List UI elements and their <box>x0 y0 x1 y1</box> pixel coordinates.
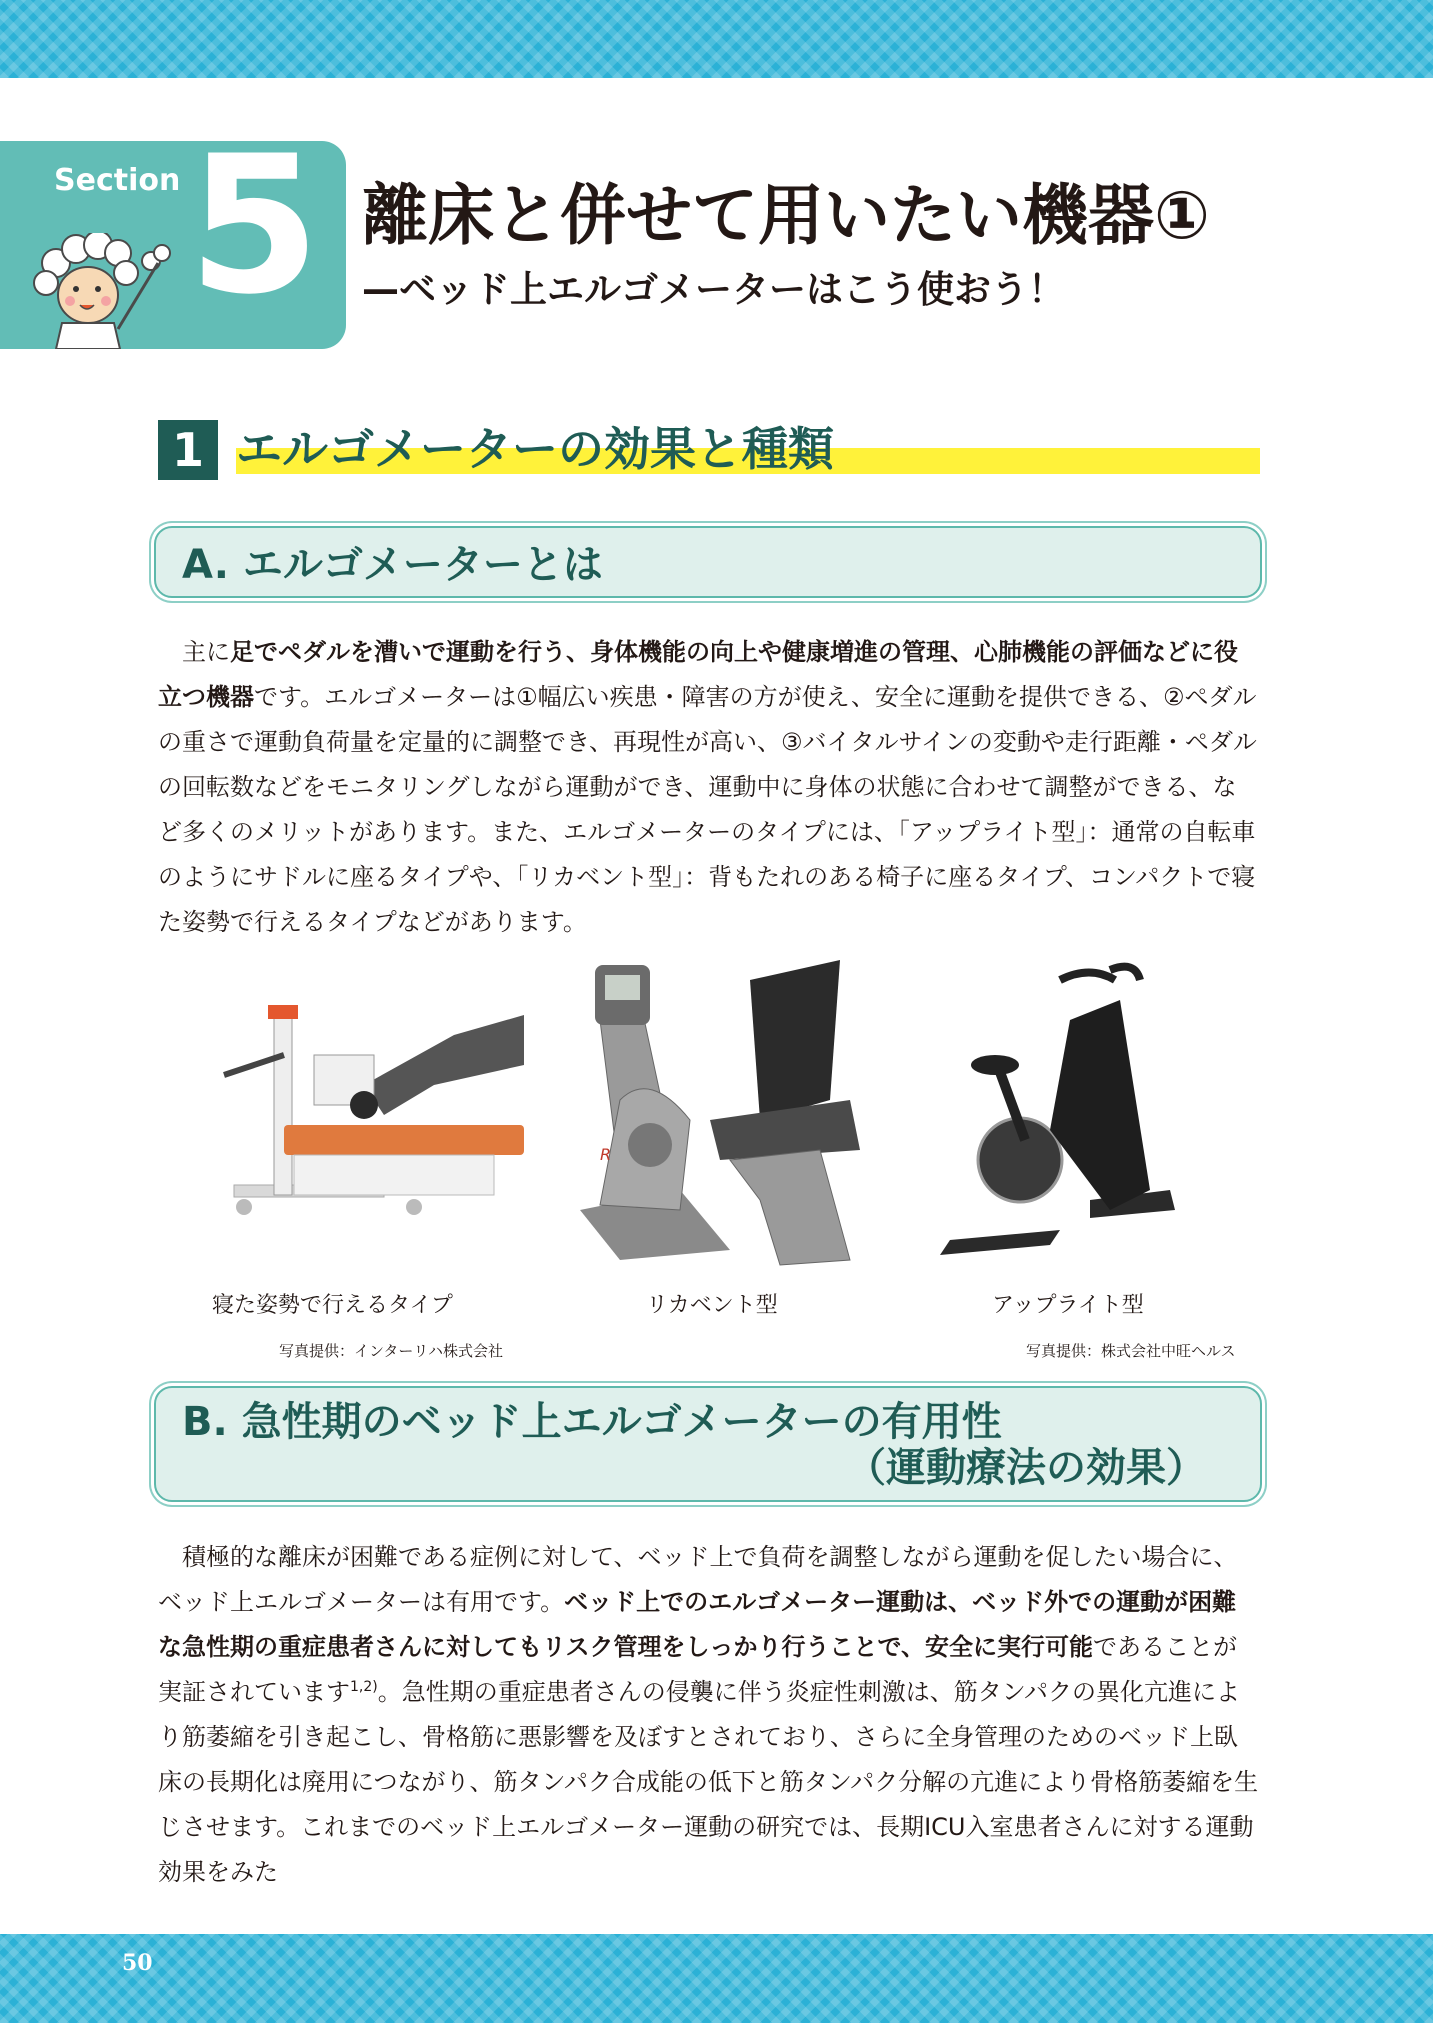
paragraph-b <box>158 1535 1260 1895</box>
paragraph-b-lead: 積極的な離床が困難である症例に対して、ベッド上で負荷を調整しながら運動を促したい場合に、ベッド上エルゴメーターは有用です。 <box>158 1543 1238 1616</box>
sheep-doctor-mascot-icon <box>26 233 176 349</box>
figure-caption-lying: 寝た姿勢で行えるタイプ <box>212 1293 453 1318</box>
paragraph-b-bold: ベッド上でのエルゴメーター運動は、ベッド外での運動が困難な急性期の重症患者さんに対してもリスク管理をしっかり行うことで、安全に実行可能 <box>158 1588 1237 1661</box>
photo-credit-chuou: 写真提供：株式会社中旺ヘルス <box>1026 1342 1236 1360</box>
section-number: 5 <box>188 141 321 336</box>
svg-text:R: R <box>600 1145 612 1164</box>
subheading-b-line1: B. 急性期のベッド上エルゴメーターの有用性 <box>182 1399 1002 1445</box>
section-tab <box>0 141 346 349</box>
reference-superscript: 1,2) <box>350 1679 378 1695</box>
section-label: Section <box>54 163 181 198</box>
figure-caption-upright: アップライト型 <box>992 1293 1144 1318</box>
page-number: 50 <box>122 1950 153 1976</box>
lying-ergometer-photo <box>214 975 524 1245</box>
subheading-box-a <box>154 526 1262 598</box>
figure-caption-recumbent: リカベント型 <box>646 1293 778 1318</box>
paragraph-a-lead: 主に <box>182 638 230 666</box>
recumbent-ergometer-photo <box>560 960 870 1270</box>
subheading-a-text: A. エルゴメーターとは <box>182 542 603 588</box>
paragraph-a-bold: 足でペダルを漕いで運動を行う、身体機能の向上や健康増進の管理、心肺機能の評価などに役立つ機器 <box>158 638 1238 711</box>
paragraph-a-rest: です。エルゴメーターは①幅広い疾患・障害の方が使え、安全に運動を提供できる、②ペダルの重さで運動負荷量を定量的に調整でき、再現性が高い、③バイタルサインの変動や走行距離・ペダルの回転数などをモニタリングしながら運動ができ、運動中に身体の状態に合わせて調整ができる、など多くのメリットがあります。また、エルゴメーターのタイプには、「アップライト型」：通常の自転車のようにサドルに座るタイプや、「リカベント型」：背もたれのある椅子に座るタイプ、コンパクトで寝た姿勢で行えるタイプなどがあります。 <box>158 683 1257 936</box>
page-title: 離床と併せて用いたい機器① <box>362 177 1210 254</box>
subheading-b-line2: （運動療法の効果） <box>846 1445 1206 1491</box>
photo-credit-interreha: 写真提供：インターリハ株式会社 <box>279 1342 503 1360</box>
page-subtitle: —ベッド上エルゴメーターはこう使おう！ <box>362 268 1065 311</box>
bottom-pattern-band <box>0 1934 1433 2023</box>
paragraph-a <box>158 630 1260 945</box>
chapter-heading <box>158 420 1260 480</box>
chapter-heading-text: エルゴメーターの効果と種類 <box>236 422 834 476</box>
chapter-number-badge: 1 <box>158 420 218 480</box>
upright-ergometer-photo <box>940 960 1180 1260</box>
subheading-box-b <box>154 1386 1262 1502</box>
paragraph-b-rest: 。急性期の重症患者さんの侵襲に伴う炎症性刺激は、筋タンパクの異化亢進により筋萎縮を引き起こし、骨格筋に悪影響を及ぼすとされており、さらに全身管理のためのベッド上臥床の長期化は廃用につながり、筋タンパク合成能の低下と筋タンパク分解の亢進により骨格筋萎縮を生じさせます。これまでのベッド上エルゴメーター運動の研究では、長期ICU入室患者さんに対する運動効果をみた <box>158 1678 1259 1886</box>
top-pattern-band <box>0 0 1433 78</box>
paragraph-b-mid: であることが実証されています <box>158 1633 1238 1706</box>
